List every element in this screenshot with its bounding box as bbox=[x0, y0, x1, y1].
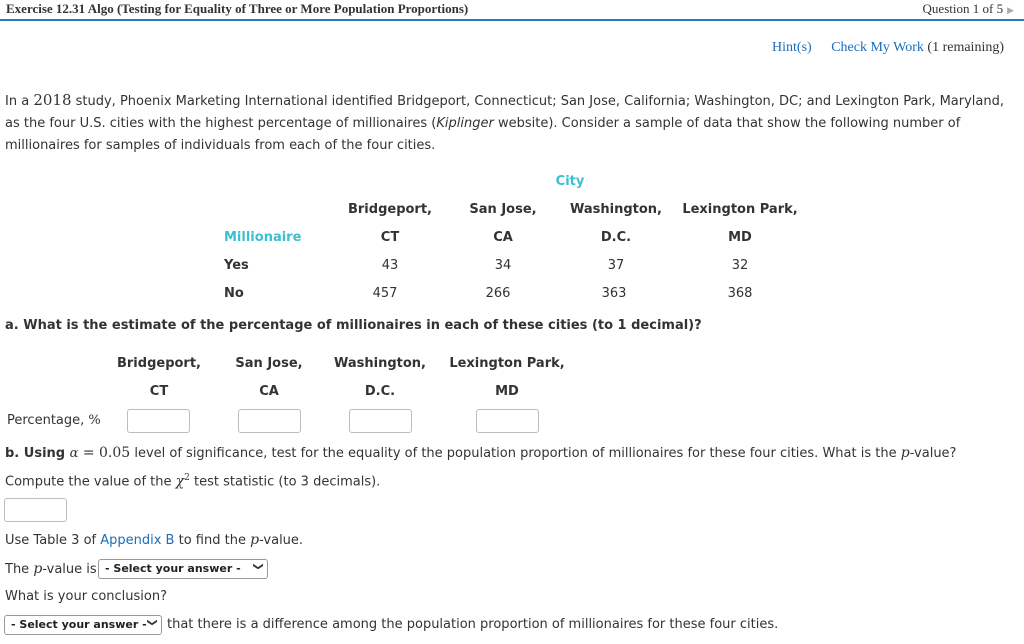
percentage-label: Percentage, bbox=[7, 413, 89, 428]
p-value-select[interactable] bbox=[98, 559, 268, 579]
table-cell: 32 bbox=[731, 258, 749, 273]
table-row-header: Millionaire bbox=[224, 230, 302, 245]
chi-symbol: χ bbox=[175, 473, 185, 490]
table-cell: 457 bbox=[372, 286, 398, 301]
part-b-text: level of significance, test for the equality of the population proportion of millionaires for these four cities. What is the bbox=[130, 446, 901, 461]
part-a-col-header: San Jose, bbox=[235, 356, 303, 371]
alpha-symbol: α bbox=[69, 446, 79, 461]
compute-text: Compute the value of the bbox=[5, 474, 176, 490]
part-a-label: a. What is the estimate of the percentage of millionaires in each of these cities (to 1 decimal)? bbox=[5, 318, 702, 333]
table-cell: 363 bbox=[601, 286, 627, 301]
part-b-question bbox=[5, 445, 956, 461]
p-symbol: p bbox=[900, 445, 910, 461]
help-links bbox=[772, 40, 1004, 56]
table-row-label-no: No bbox=[224, 286, 244, 301]
chevron-down-icon: ❯ bbox=[146, 618, 158, 627]
exercise-title: Exercise 12.31 Algo (Testing for Equality of Three or More Population Proportions) bbox=[6, 1, 469, 16]
percentage-row-label bbox=[7, 413, 101, 428]
compute-instruction bbox=[5, 473, 380, 489]
part-a-question bbox=[5, 318, 702, 333]
use-text-2: to find the bbox=[174, 533, 251, 548]
use-text: Use Table 3 of bbox=[5, 533, 101, 548]
table-col-subheader: CT bbox=[380, 230, 400, 245]
conclusion-select-value: - Select your answer - bbox=[11, 618, 147, 631]
part-a-col-header: Washington, bbox=[334, 356, 426, 371]
chi-square-input[interactable] bbox=[4, 498, 67, 522]
table-col-header: Bridgeport, bbox=[347, 202, 432, 217]
question-counter[interactable] bbox=[923, 1, 1014, 17]
intro-source: Kiplinger bbox=[436, 116, 494, 131]
table-group-header: City bbox=[555, 174, 585, 189]
table-cell: 34 bbox=[494, 258, 512, 273]
table-col-subheader: CA bbox=[493, 230, 513, 245]
part-b-label: b. Using bbox=[5, 446, 70, 461]
table-cell: 37 bbox=[607, 258, 625, 273]
p-value-label bbox=[5, 561, 97, 577]
pvalue-text-2: -value is bbox=[42, 562, 97, 577]
check-my-work-link[interactable]: Check My Work bbox=[831, 40, 924, 55]
percent-unit: % bbox=[88, 413, 101, 428]
part-b-text-end: -value? bbox=[909, 446, 957, 461]
percentage-input-bridgeport[interactable] bbox=[127, 409, 190, 433]
percentage-input-san-jose[interactable] bbox=[238, 409, 301, 433]
table-col-header: San Jose, bbox=[469, 202, 537, 217]
table-row-label-yes: Yes bbox=[224, 258, 249, 273]
question-counter-label: Question 1 of 5 bbox=[922, 1, 1004, 16]
part-a-col-header: Bridgeport, bbox=[116, 356, 201, 371]
table-col-header: Lexington Park, bbox=[682, 202, 798, 217]
hint-link[interactable]: Hint(s) bbox=[772, 40, 812, 55]
attempts-remaining: (1 remaining) bbox=[927, 40, 1004, 55]
exercise-header bbox=[0, 0, 1024, 21]
conclusion-question: What is your conclusion? bbox=[5, 589, 167, 604]
part-a-col-subheader: CA bbox=[259, 384, 279, 399]
use-text-3: -value. bbox=[259, 533, 304, 548]
part-a-col-subheader: CT bbox=[149, 384, 169, 399]
table-col-subheader: MD bbox=[728, 230, 752, 245]
conclusion-select[interactable] bbox=[4, 615, 162, 635]
table-col-subheader: D.C. bbox=[600, 230, 632, 245]
chevron-down-icon: ❯ bbox=[252, 562, 264, 571]
p-value-select-value: - Select your answer - bbox=[105, 562, 241, 575]
intro-year: 2018 bbox=[33, 91, 72, 109]
next-question-icon[interactable]: ▶ bbox=[1007, 5, 1014, 15]
intro-text-3: website). Consider a sample of data that show the following number of millionaires for samples of individuals from each of the four cities. bbox=[5, 116, 961, 153]
table-col-header: Washington, bbox=[570, 202, 662, 217]
conclusion-text: that there is a difference among the population proportion of millionaires for these four cities. bbox=[167, 617, 779, 632]
pvalue-text: The bbox=[5, 562, 34, 577]
compute-text-end: test statistic (to 3 decimals). bbox=[189, 474, 381, 490]
chi-exponent: 2 bbox=[184, 473, 190, 483]
intro-text-2: study, Phoenix Marketing International identified Bridgeport, Connecticut; San Jose, California; Washington, DC; and Lexington Park, Maryland, as the four U.S. cities with the highest percentage of millionaires ( bbox=[5, 94, 1005, 131]
p-symbol: p bbox=[33, 561, 43, 577]
part-a-col-subheader: MD bbox=[495, 384, 519, 399]
p-symbol: p bbox=[250, 532, 260, 548]
table-instruction bbox=[5, 532, 303, 548]
table-cell: 43 bbox=[381, 258, 399, 273]
intro-text-1: In a bbox=[5, 94, 34, 109]
alpha-value: = 0.05 bbox=[78, 445, 131, 461]
table-cell: 368 bbox=[727, 286, 753, 301]
percentage-input-lexington-park[interactable] bbox=[476, 409, 539, 433]
part-a-col-subheader: D.C. bbox=[364, 384, 396, 399]
problem-statement bbox=[5, 89, 1017, 157]
appendix-b-link[interactable]: Appendix B bbox=[100, 533, 175, 548]
part-a-col-header: Lexington Park, bbox=[449, 356, 565, 371]
percentage-input-washington[interactable] bbox=[349, 409, 412, 433]
table-cell: 266 bbox=[485, 286, 511, 301]
